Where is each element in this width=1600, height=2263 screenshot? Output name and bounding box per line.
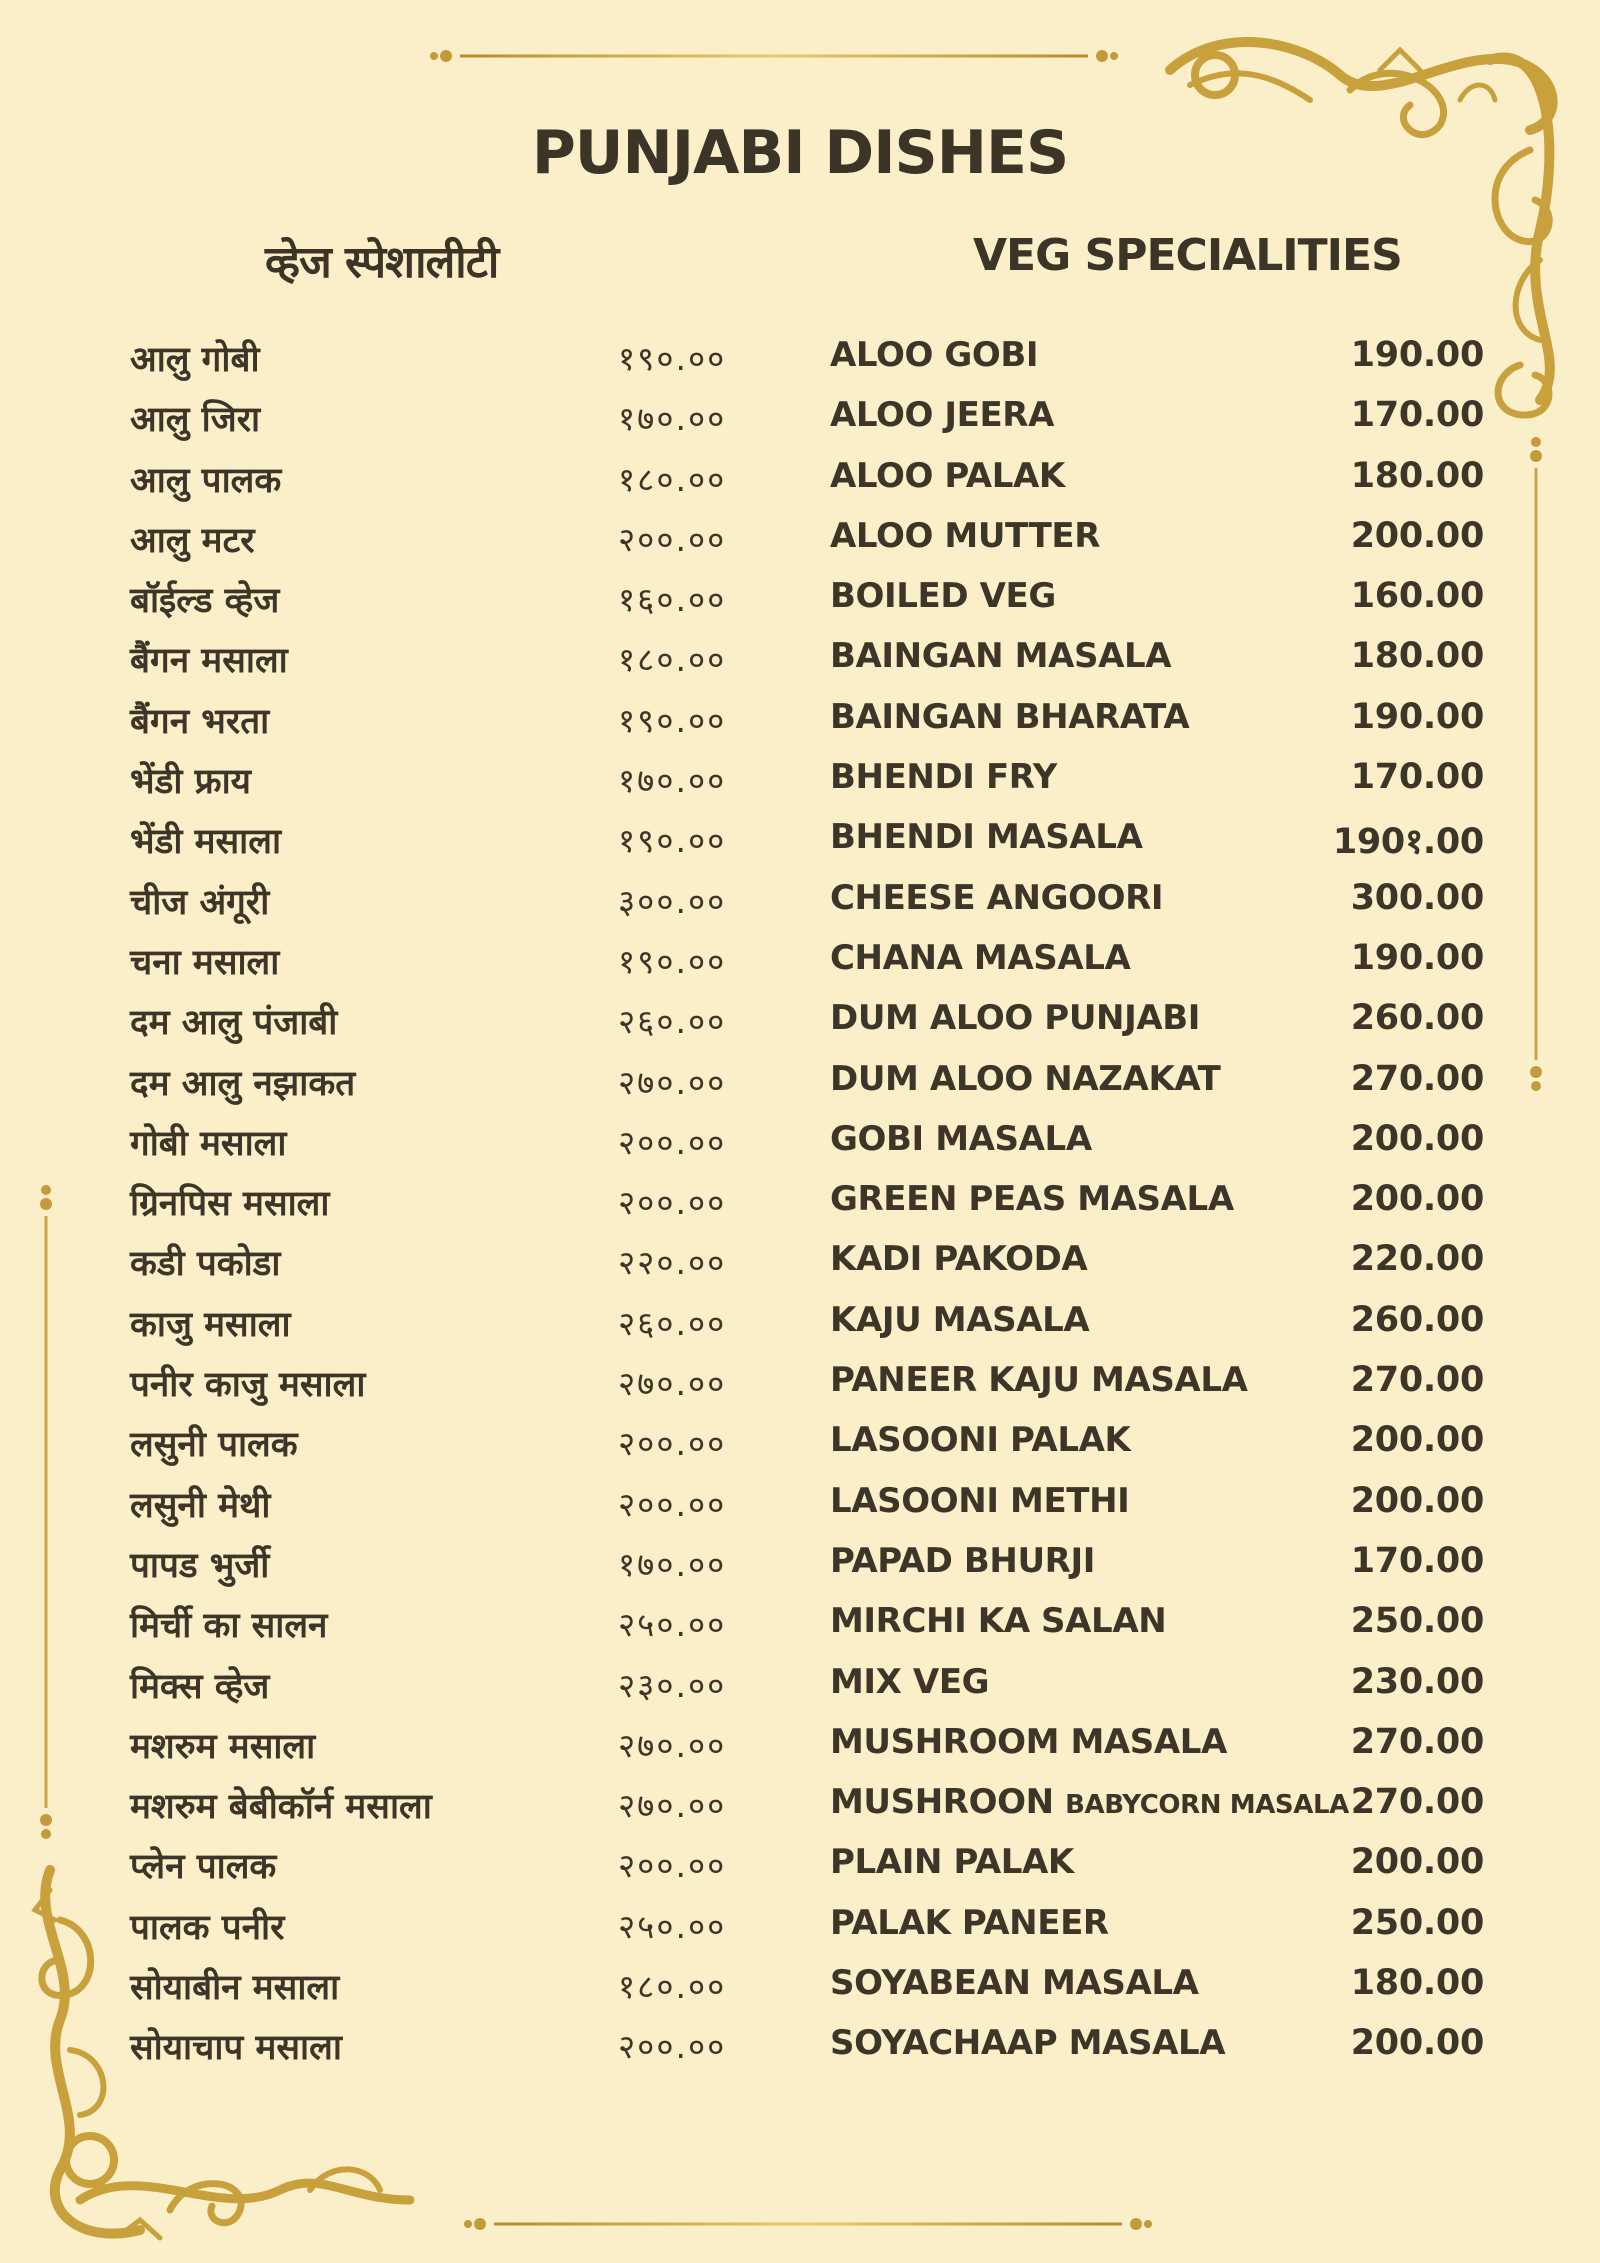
price-english: 160.00 [1350, 576, 1484, 617]
dish-name-hindi: बैंगन मसाला [130, 641, 288, 682]
dish-name-hindi: मशरुम बेबीकॉर्न मसाला [130, 1787, 432, 1828]
menu-row [0, 1473, 1600, 1533]
dish-name-hindi: आलु मटर [130, 520, 255, 561]
price-hindi: २००.०० [618, 1846, 727, 1886]
dish-name-hindi: आलु पालक [130, 460, 282, 501]
price-hindi: २००.०० [618, 2027, 727, 2067]
dish-name-hindi: लसुनी पालक [130, 1425, 298, 1466]
dish-name-english: ALOO PALAK [830, 455, 1065, 496]
menu-row [0, 448, 1600, 508]
dish-name-english: CHEESE ANGOORI [830, 877, 1164, 918]
dish-name-english: DUM ALOO PUNJABI [830, 998, 1201, 1039]
menu-row [0, 1714, 1600, 1774]
dish-name-english: BAINGAN MASALA [830, 636, 1172, 677]
menu-row [0, 508, 1600, 568]
price-english: 200.00 [1350, 1842, 1484, 1883]
dish-name-hindi: पापड भुर्जी [130, 1545, 270, 1586]
price-english: 200.00 [1350, 1179, 1484, 1220]
price-english: 170.00 [1350, 757, 1484, 798]
price-english: 270.00 [1350, 1782, 1484, 1823]
price-hindi: २००.०० [618, 1122, 727, 1162]
dish-name-english: LASOONI PALAK [830, 1420, 1131, 1461]
menu-row [0, 628, 1600, 688]
price-english: 200.00 [1350, 2023, 1484, 2064]
dish-name-english: BOILED VEG [830, 576, 1056, 617]
price-english: 250.00 [1350, 1601, 1484, 1642]
price-english: 190.00 [1350, 335, 1484, 375]
dish-name-english: KADI PAKODA [830, 1239, 1088, 1280]
price-english: 270.00 [1350, 1721, 1484, 1762]
dish-name-english: ALOO JEERA [830, 395, 1055, 436]
menu-row [0, 1774, 1600, 1834]
dish-name-english-small: BABYCORN MASALA [1065, 1790, 1349, 1821]
dish-name-english: MIX VEG [830, 1661, 990, 1702]
dish-name-hindi: मशरुम मसाला [130, 1726, 316, 1767]
dish-name-hindi: दम आलु नझाकत [130, 1063, 356, 1104]
price-hindi: २००.०० [618, 1424, 727, 1464]
price-hindi: २३०.०० [618, 1665, 727, 1705]
price-hindi: १७०.०० [618, 399, 727, 439]
price-english: 180.00 [1350, 636, 1484, 677]
menu-row [0, 1654, 1600, 1714]
dish-name-hindi: बैंगन भरता [130, 701, 270, 742]
price-english: 170.00 [1350, 1540, 1484, 1581]
dish-name-hindi: मिक्स व्हेज [130, 1666, 270, 1707]
price-hindi: १९०.०० [618, 339, 727, 378]
price-hindi: २००.०० [618, 519, 727, 559]
dish-name-english: KAJU MASALA [830, 1299, 1090, 1340]
dish-name-english: DUM ALOO NAZAKAT [830, 1058, 1221, 1099]
price-hindi: १९०.०० [618, 821, 727, 861]
dish-name-english: ALOO GOBI [830, 335, 1039, 375]
price-english: 270.00 [1350, 1360, 1484, 1401]
menu-row [0, 990, 1600, 1050]
dish-name-english [830, 1782, 1349, 1822]
menu-row [0, 930, 1600, 990]
menu-row [0, 1111, 1600, 1171]
dish-name-hindi: काजु मसाला [130, 1304, 291, 1345]
dish-name-hindi: आलु गोबी [130, 340, 260, 380]
dish-name-hindi: ग्रिनपिस मसाला [130, 1184, 330, 1225]
price-hindi: १९०.०० [618, 941, 727, 981]
dish-name-hindi: सोयाचाप मसाला [130, 2028, 342, 2069]
menu-row [0, 1171, 1600, 1231]
menu-list [0, 327, 1600, 2076]
top-divider-ornament [428, 44, 1120, 68]
menu-row [0, 387, 1600, 447]
dish-name-english: SOYACHAAP MASALA [830, 2023, 1226, 2064]
dish-name-english: PAPAD BHURJI [830, 1540, 1095, 1581]
price-hindi: २२०.०० [618, 1243, 727, 1283]
dish-name-english-main: MUSHROON [830, 1782, 1054, 1823]
price-english: 260.00 [1350, 998, 1484, 1039]
hindi-section-heading: व्हेज स्पेशालीटी [265, 237, 499, 288]
menu-row [0, 1292, 1600, 1352]
price-hindi: २६०.०० [618, 1303, 727, 1343]
dish-name-hindi: पालक पनीर [130, 1907, 285, 1948]
menu-row [0, 1895, 1600, 1955]
menu-row [0, 689, 1600, 749]
dish-name-english: BHENDI MASALA [830, 817, 1143, 858]
price-hindi: १७०.०० [618, 761, 727, 801]
dish-name-hindi: कडी पकोडा [130, 1244, 281, 1285]
menu-row [0, 327, 1600, 387]
price-english: 250.00 [1350, 1902, 1484, 1943]
menu-row [0, 1834, 1600, 1894]
price-english: 190.00 [1350, 696, 1484, 737]
dish-name-hindi: मिर्ची का सालन [130, 1606, 328, 1647]
price-hindi: २००.०० [618, 1183, 727, 1223]
price-english: 190१.00 [1332, 822, 1484, 863]
menu-row [0, 568, 1600, 628]
price-hindi: १६०.०० [618, 580, 727, 620]
dish-name-english: ALOO MUTTER [830, 515, 1101, 556]
menu-row [0, 1412, 1600, 1472]
dish-name-hindi: लसुनी मेथी [130, 1485, 271, 1526]
price-english: 190.00 [1350, 937, 1484, 978]
dish-name-english: GOBI MASALA [830, 1118, 1092, 1159]
dish-name-english: PLAIN PALAK [830, 1842, 1074, 1883]
price-english: 300.00 [1350, 877, 1484, 918]
price-english: 180.00 [1350, 1963, 1484, 2004]
menu-row [0, 809, 1600, 869]
menu-row [0, 1352, 1600, 1412]
price-hindi: १७०.०० [618, 1544, 727, 1584]
dish-name-english: MUSHROOM MASALA [830, 1721, 1227, 1762]
dish-name-hindi: प्लेन पालक [130, 1847, 277, 1888]
price-hindi: २७०.०० [618, 1364, 727, 1404]
dish-name-english: PALAK PANEER [830, 1902, 1109, 1943]
dish-name-hindi: चीज अंगूरी [130, 882, 270, 923]
dish-name-hindi: भेंडी मसाला [130, 822, 282, 863]
menu-row [0, 2015, 1600, 2075]
price-english: 180.00 [1350, 455, 1484, 496]
dish-name-english: MIRCHI KA SALAN [830, 1601, 1167, 1642]
dish-name-hindi: आलु जिरा [130, 400, 261, 441]
price-hindi: २५०.०० [618, 1906, 727, 1946]
dish-name-english: BAINGAN BHARATA [830, 696, 1190, 737]
price-english: 260.00 [1350, 1299, 1484, 1340]
price-hindi: १८०.०० [618, 459, 727, 499]
price-english: 220.00 [1350, 1239, 1484, 1280]
price-hindi: १९०.०० [618, 700, 727, 740]
dish-name-english: PANEER KAJU MASALA [830, 1360, 1248, 1401]
price-hindi: २७०.०० [618, 1725, 727, 1765]
dish-name-english: SOYABEAN MASALA [830, 1963, 1199, 2004]
price-english: 170.00 [1350, 395, 1484, 436]
menu-row [0, 1231, 1600, 1291]
dish-name-hindi: बॉईल्ड व्हेज [130, 581, 280, 622]
dish-name-hindi: पनीर काजु मसाला [130, 1365, 366, 1406]
price-hindi: ३००.०० [618, 881, 727, 921]
menu-row [0, 870, 1600, 930]
price-english: 270.00 [1350, 1058, 1484, 1099]
price-hindi: २६०.०० [618, 1002, 727, 1042]
price-english: 230.00 [1350, 1661, 1484, 1702]
price-english: 200.00 [1350, 515, 1484, 556]
dish-name-english: GREEN PEAS MASALA [830, 1179, 1234, 1220]
dish-name-hindi: चना मसाला [130, 942, 280, 983]
dish-name-hindi: सोयाबीन मसाला [130, 1968, 340, 2009]
price-hindi: २७०.०० [618, 1062, 727, 1102]
price-english: 200.00 [1350, 1420, 1484, 1461]
dish-name-hindi: भेंडी फ्राय [130, 762, 251, 803]
price-english: 200.00 [1350, 1480, 1484, 1521]
english-section-heading: VEG SPECIALITIES [973, 230, 1402, 281]
bottom-divider-ornament [462, 2212, 1154, 2236]
dish-name-english: LASOONI METHI [830, 1480, 1130, 1521]
menu-row [0, 1533, 1600, 1593]
page-title: PUNJABI DISHES [531, 118, 1069, 188]
price-hindi: २००.०० [618, 1484, 727, 1524]
menu-row [0, 1955, 1600, 2015]
menu-row [0, 1593, 1600, 1653]
price-hindi: १८०.०० [618, 640, 727, 680]
price-hindi: २७०.०० [618, 1786, 727, 1826]
dish-name-hindi: गोबी मसाला [130, 1123, 287, 1164]
price-hindi: २५०.०० [618, 1605, 727, 1645]
price-hindi: १८०.०० [618, 1967, 727, 2007]
dish-name-hindi: दम आलु पंजाबी [130, 1003, 338, 1044]
dish-name-english: BHENDI FRY [830, 757, 1057, 798]
menu-row [0, 1051, 1600, 1111]
menu-row [0, 749, 1600, 809]
price-english: 200.00 [1350, 1118, 1484, 1159]
dish-name-english: CHANA MASALA [830, 937, 1131, 978]
